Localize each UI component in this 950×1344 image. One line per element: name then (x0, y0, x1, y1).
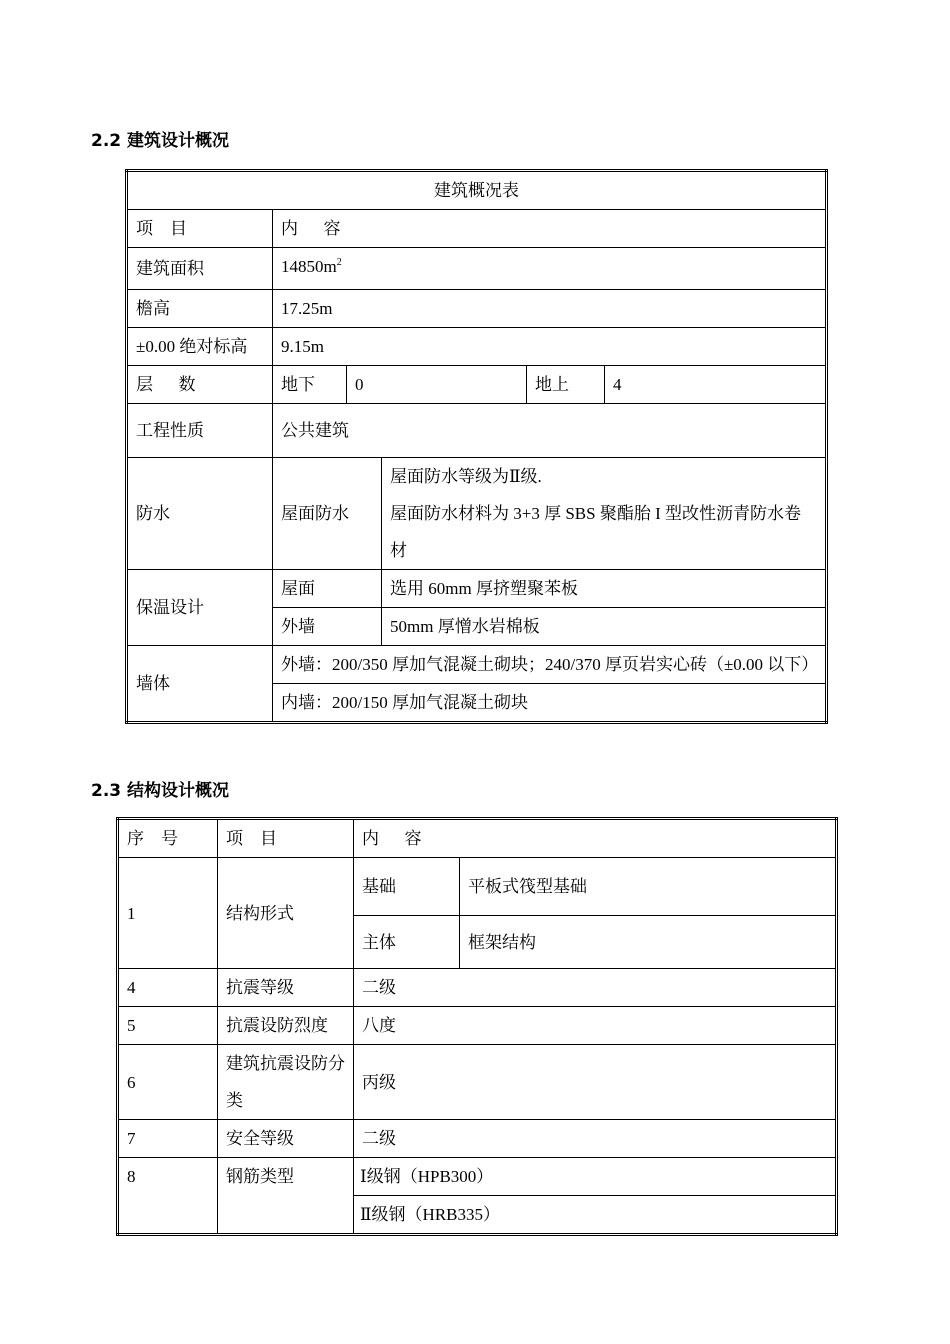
form-foundation-value: 平板式筏型基础 (460, 858, 837, 916)
floors-below-value: 0 (347, 366, 527, 404)
seismic-grade-no: 4 (118, 969, 218, 1007)
form-no: 1 (118, 858, 218, 969)
category-item: 建筑抗震设防分类 (218, 1045, 354, 1120)
area-value-cell (273, 248, 827, 290)
floors-above-value: 4 (605, 366, 827, 404)
rebar-item: 钢筋类型 (218, 1158, 354, 1235)
form-item: 结构形式 (218, 858, 354, 969)
nature-label: 工程性质 (127, 404, 273, 458)
rebar-grade2: Ⅱ级钢（HRB335） (354, 1196, 837, 1235)
floors-above-label: 地上 (527, 366, 605, 404)
header-no: 序 号 (118, 819, 218, 858)
safety-no: 7 (118, 1120, 218, 1158)
waterproof-detail (382, 458, 827, 570)
building-overview-table (125, 169, 828, 724)
waterproof-material: 屋面防水材料为 3+3 厚 SBS 聚酯胎 I 型改性沥青防水卷材 (390, 504, 801, 560)
elevation-value: 9.15m (273, 328, 827, 366)
walls-inner: 内墙：200/150 厚加气混凝土砌块 (273, 684, 827, 723)
walls-outer: 外墙：200/350 厚加气混凝土砌块；240/370 厚页岩实心砖（±0.00 以下） (273, 646, 827, 684)
nature-value: 公共建筑 (273, 404, 827, 458)
insulation-roof-label: 屋面 (273, 570, 382, 608)
form-main-value: 框架结构 (460, 916, 837, 969)
eave-label: 檐高 (127, 290, 273, 328)
rebar-no: 8 (118, 1158, 218, 1235)
safety-value: 二级 (354, 1120, 837, 1158)
category-value: 丙级 (354, 1045, 837, 1120)
header-content: 内 容 (273, 210, 827, 248)
area-value: 14850m (281, 257, 337, 276)
header-item: 项 目 (127, 210, 273, 248)
area-label: 建筑面积 (127, 248, 273, 290)
header-item: 项 目 (218, 819, 354, 858)
form-main-label: 主体 (354, 916, 460, 969)
waterproof-grade: 屋面防水等级为Ⅱ级. (390, 467, 542, 486)
insulation-wall-label: 外墙 (273, 608, 382, 646)
structure-overview-table (116, 817, 838, 1236)
eave-value: 17.25m (273, 290, 827, 328)
intensity-no: 5 (118, 1007, 218, 1045)
category-no: 6 (118, 1045, 218, 1120)
waterproof-sub-label: 屋面防水 (273, 458, 382, 570)
intensity-item: 抗震设防烈度 (218, 1007, 354, 1045)
insulation-roof-value: 选用 60mm 厚挤塑聚苯板 (382, 570, 827, 608)
walls-label: 墙体 (127, 646, 273, 723)
waterproof-label: 防水 (127, 458, 273, 570)
floors-below-label: 地下 (273, 366, 347, 404)
seismic-grade-value: 二级 (354, 969, 837, 1007)
safety-item: 安全等级 (218, 1120, 354, 1158)
floors-label: 层 数 (127, 366, 273, 404)
header-content: 内 容 (354, 819, 837, 858)
insulation-wall-value: 50mm 厚憎水岩棉板 (382, 608, 827, 646)
seismic-grade-item: 抗震等级 (218, 969, 354, 1007)
intensity-value: 八度 (354, 1007, 837, 1045)
insulation-label: 保温设计 (127, 570, 273, 646)
section-heading-structure: 2.3 结构设计概况 (91, 781, 230, 801)
rebar-grade1: Ⅰ级钢（HPB300） (354, 1158, 837, 1196)
section-heading-architecture: 2.2 建筑设计概况 (91, 131, 230, 151)
table-caption: 建筑概况表 (127, 171, 827, 210)
elevation-label: ±0.00 绝对标高 (127, 328, 273, 366)
form-foundation-label: 基础 (354, 858, 460, 916)
area-unit-superscript: 2 (336, 257, 342, 268)
